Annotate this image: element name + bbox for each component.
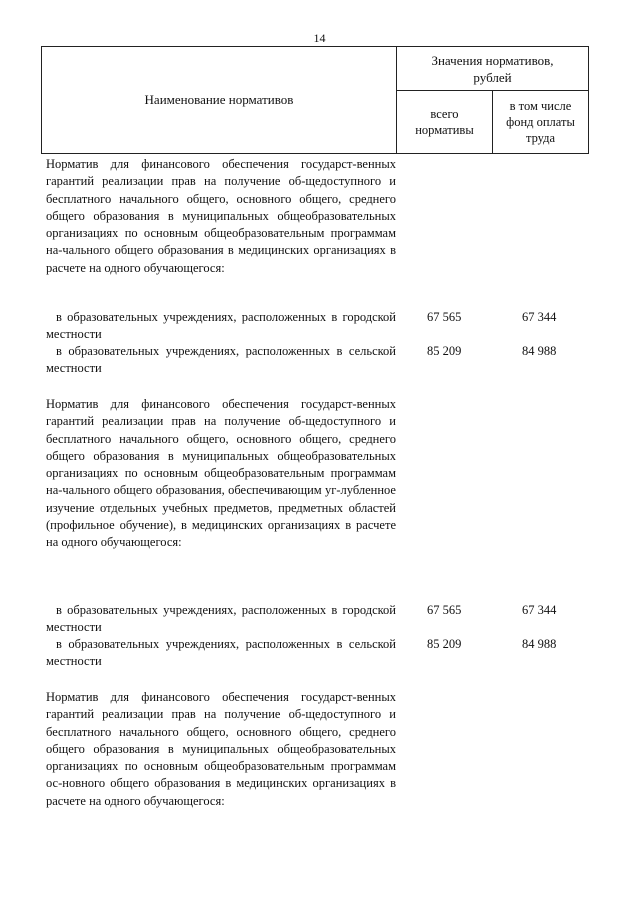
header-values-column — [397, 47, 588, 91]
section-1-row-urban-label — [46, 309, 396, 344]
row-label-text: в образовательных учреждениях, расположенных в городской местности — [46, 310, 396, 342]
section-2-row-rural-total: 85 209 — [427, 637, 462, 651]
header-values-line1: Значения нормативов, — [431, 53, 554, 68]
header-total-column — [397, 91, 493, 153]
section-1-row-urban-fund: 67 344 — [522, 310, 557, 324]
header-fund-line1: в том числе — [509, 99, 572, 113]
header-values-line2: рублей — [473, 70, 512, 85]
section-1-row-rural-total: 85 209 — [427, 344, 462, 358]
row-label-text: в образовательных учреждениях, расположенных в сельской местности — [46, 637, 396, 669]
section-2-row-rural-fund: 84 988 — [522, 637, 557, 651]
header-fund-line2: фонд оплаты — [506, 115, 575, 129]
row-label-text: в образовательных учреждениях, расположенных в городской местности — [46, 603, 396, 635]
table-header — [41, 46, 589, 154]
section-3-title: Норматив для финансового обеспечения государст-венных гарантий реализации прав на получение об-щедоступного и бесплатного начального общего, основного общего, среднего общего образования в муниципальных общеобразовательных организациях по основным общеобразовательным программам ос-новного общего образования в медицинских организациях в расчете на одного обучающегося: — [46, 690, 396, 808]
section-2-row-urban-label — [46, 602, 396, 637]
header-fund-column — [493, 91, 588, 153]
section-1-row-rural-fund: 84 988 — [522, 344, 557, 358]
section-2-row-urban-total: 67 565 — [427, 603, 462, 617]
header-name-column: Наименование нормативов — [42, 47, 397, 153]
section-1-row-urban-total: 67 565 — [427, 310, 462, 324]
section-1-row-rural-label — [46, 343, 396, 378]
section-1-title: Норматив для финансового обеспечения государст-венных гарантий реализации прав на получение об-щедоступного и бесплатного начального общего, основного общего, среднего общего образования в муниципальных общеобразовательных организациях по основным общеобразовательным программам на-чального общего образования в медицинских организациях в расчете на одного обучающегося: — [46, 157, 396, 275]
row-label-text: в образовательных учреждениях, расположенных в сельской местности — [46, 344, 396, 376]
section-2-row-rural-label — [46, 636, 396, 671]
header-total-line2: нормативы — [415, 123, 474, 137]
section-2-row-urban-fund: 67 344 — [522, 603, 557, 617]
page-number: 14 — [313, 31, 326, 45]
section-2-title: Норматив для финансового обеспечения государст-венных гарантий реализации прав на получение об-щедоступного и бесплатного начального общего, основного общего, среднего общего образования в муниципальных общеобразовательных организациях по основным общеобразовательным программам на-чального общего образования, обеспечивающим уг-лубленное изучение отдельных учебных предметов, предметных областей (профильное обучение), в медицинских организациях в расчете на одного обучающегося: — [46, 397, 396, 550]
header-fund-line3: труда — [525, 131, 556, 145]
header-total-line1: всего — [430, 107, 459, 121]
